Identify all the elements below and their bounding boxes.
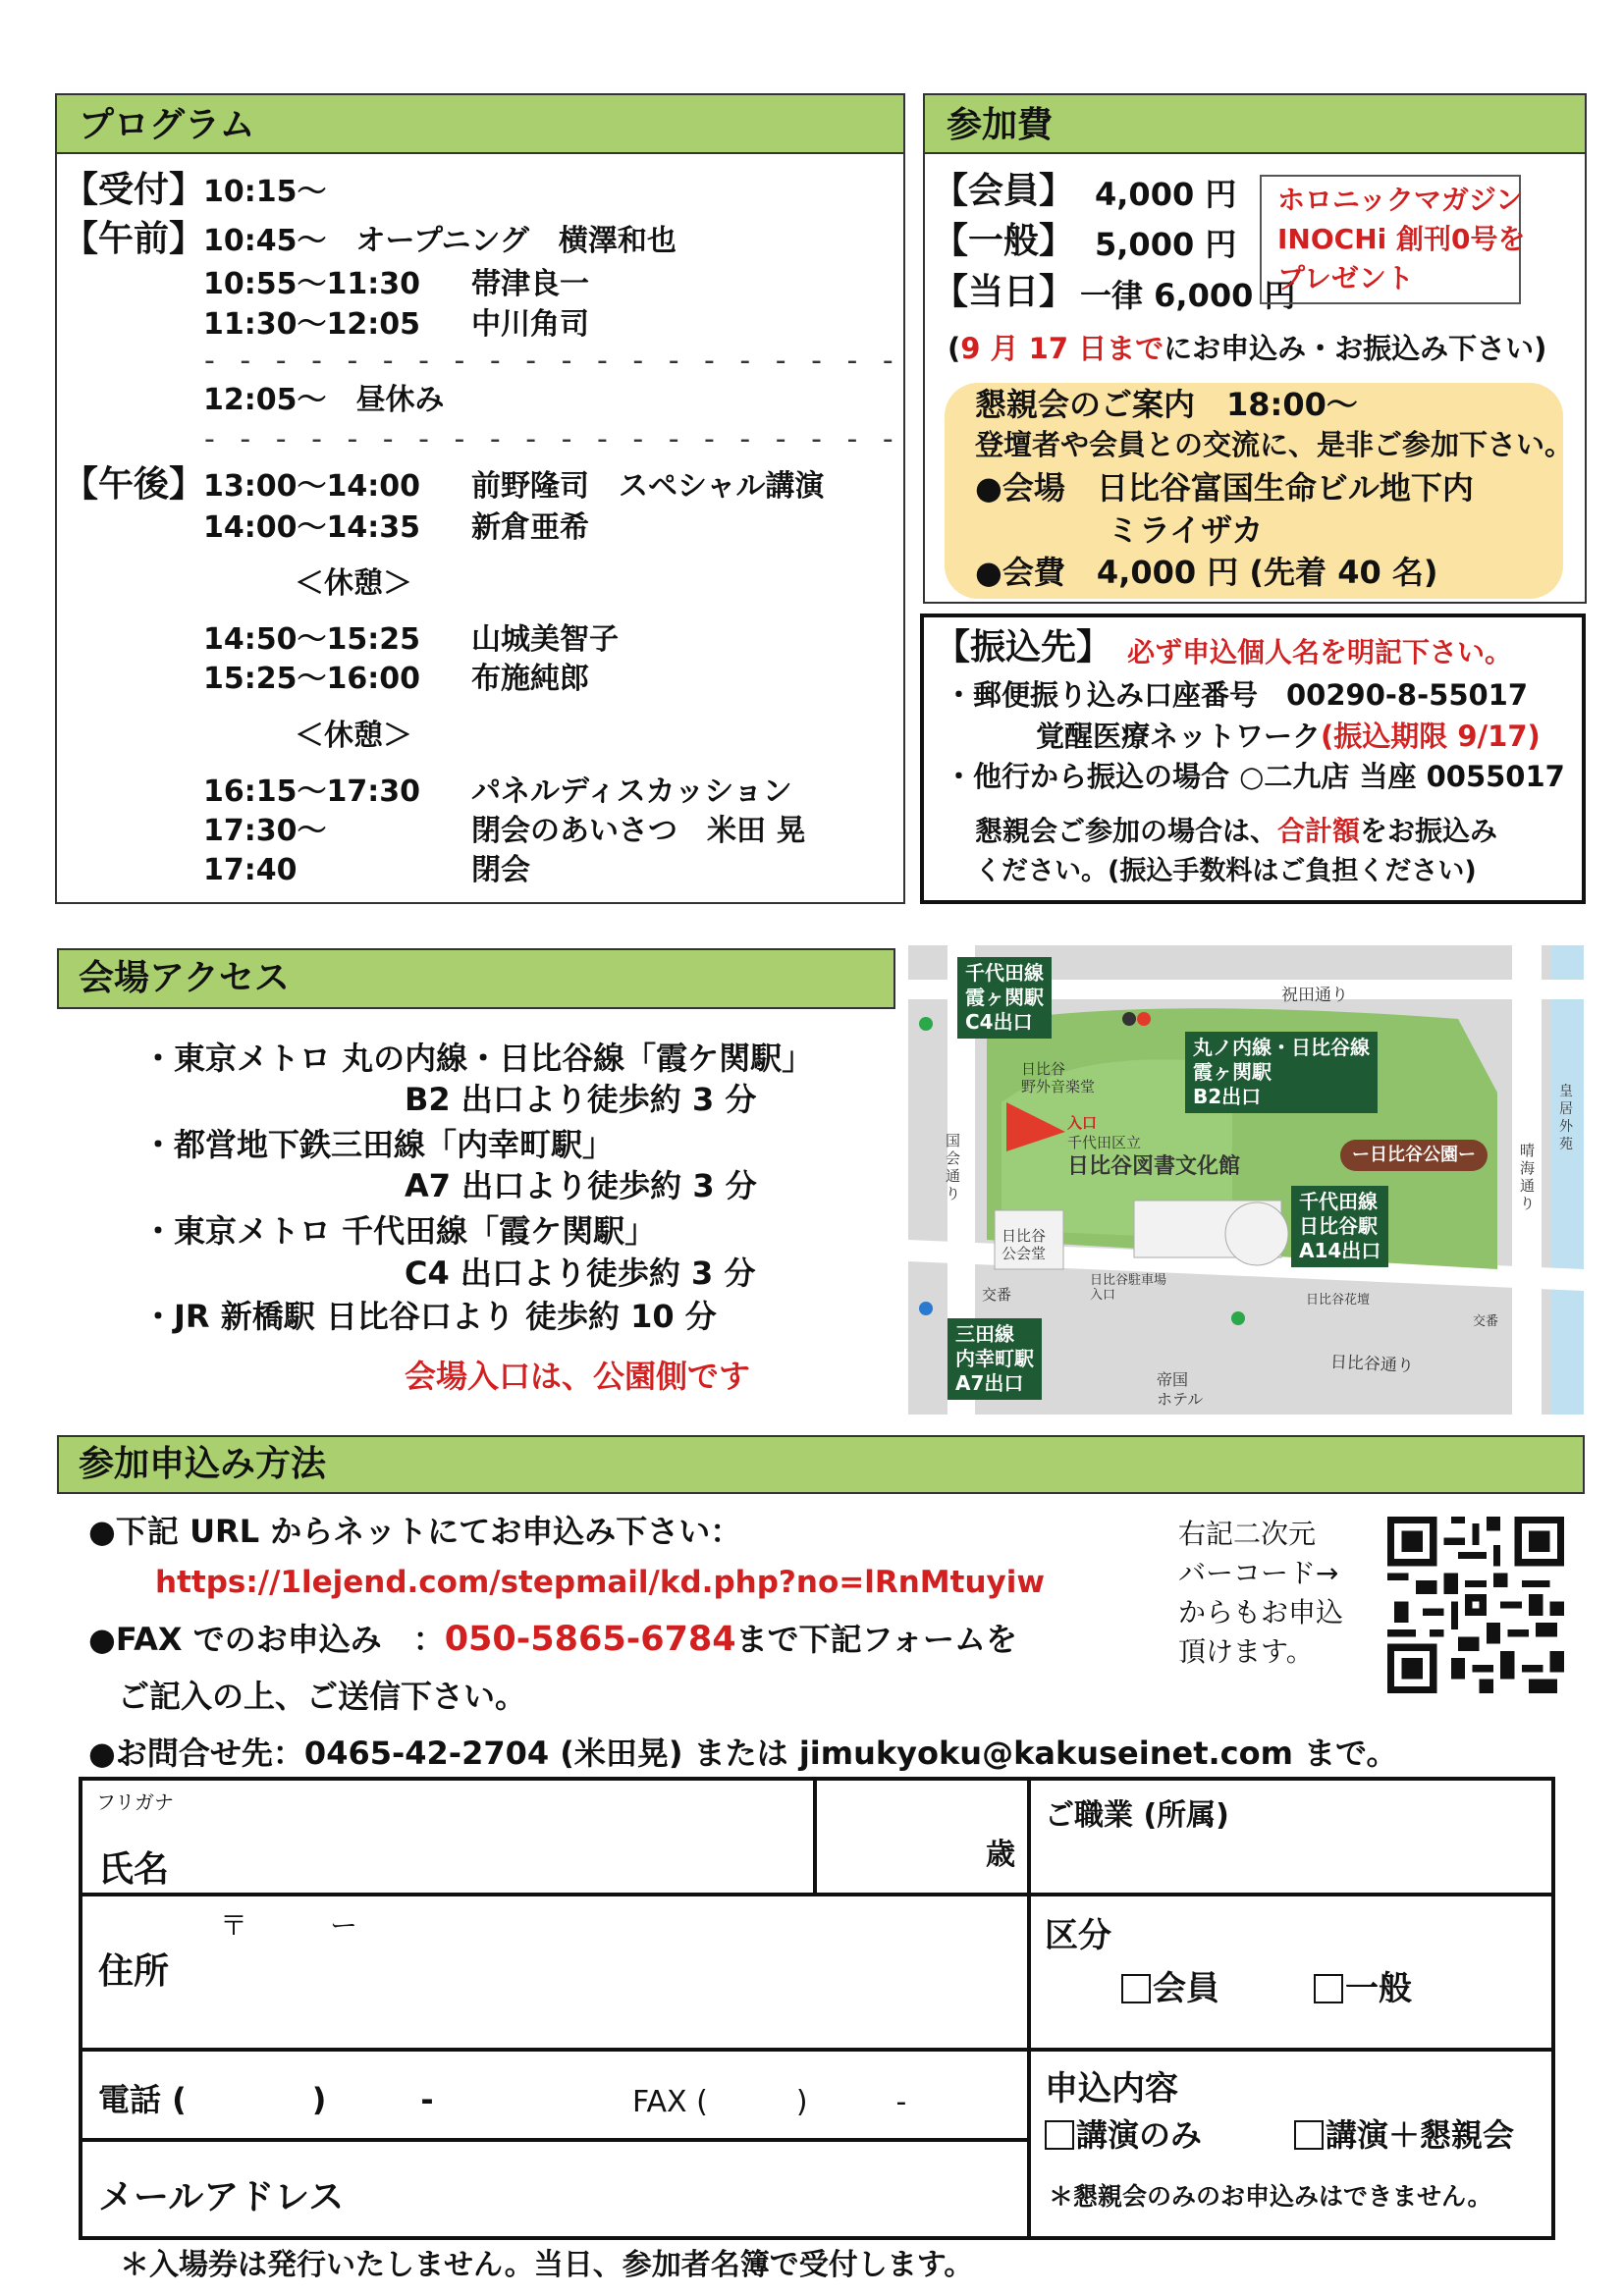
member-fee-label: 【会員】: [933, 171, 1075, 211]
qr-note-2: バーコード→: [1178, 1557, 1339, 1589]
address-field[interactable]: [79, 1893, 1031, 2052]
general-checkbox[interactable]: [1314, 1974, 1343, 2003]
program-row-speaker: 閉会: [471, 853, 530, 887]
label-hibiya-dori: 日比谷通り: [1329, 1352, 1415, 1377]
program-divider: - - - - - - - - - - - - - - - - - - - -: [204, 344, 901, 378]
promo-line-2: INOCHi 創刊0号を: [1277, 223, 1526, 255]
apply-title: 参加申込み方法: [79, 1444, 327, 1484]
label-ongakudo-2: 野外音楽堂: [1021, 1078, 1096, 1095]
program-row-time: 14:00～14:35: [203, 510, 420, 545]
member-checkbox[interactable]: [1121, 1974, 1151, 2003]
sign-a14: 千代田線 日比谷駅 A14出口: [1291, 1186, 1388, 1267]
qr-code-icon[interactable]: [1387, 1517, 1564, 1693]
apply-url[interactable]: https://1lejend.com/stepmail/kd.php?no=lRnMtuyiw: [155, 1565, 1046, 1600]
party-venue: ●会場 日比谷富国生命ビル地下内: [975, 469, 1474, 507]
program-row-time: 10:15～: [203, 175, 327, 209]
party-transfer-note: 懇親会ご参加の場合は、合計額をお振込み: [975, 815, 1498, 847]
program-row-speaker: 新倉亜希: [471, 510, 589, 545]
program-row-time: 14:50～15:25: [203, 622, 420, 657]
other-bank-account: ・他行から振込の場合 ○二九店 当座 0055017: [945, 760, 1565, 793]
qr-note-3: からもお申込: [1178, 1596, 1344, 1629]
program-row-time: ＜休憩＞: [295, 719, 412, 753]
promo-line-3: プレゼント: [1277, 262, 1414, 294]
transfer-note: 必ず申込個人名を明記下さい。: [1127, 636, 1513, 668]
label-kokyo-gaien: 皇居外苑: [1559, 1084, 1573, 1152]
program-row-time: ＜休憩＞: [295, 566, 412, 601]
account-holder: 覚醒医療ネットワーク(振込期限 9/17): [1036, 720, 1541, 753]
lecture-only-option[interactable]: 講演のみ: [1045, 2110, 1202, 2156]
transfer-title: 【振込先】: [935, 627, 1112, 667]
program-row-time: 11:30～12:05: [203, 307, 420, 342]
label-harumi-dori: 晴海通り: [1520, 1142, 1536, 1212]
program-row-speaker: 中川角司: [471, 307, 589, 342]
name-field[interactable]: [79, 1777, 817, 1896]
transfer-deadline: (振込期限 9/17): [1321, 720, 1541, 753]
label-ward: 千代田区立: [1067, 1134, 1142, 1151]
label-parking-1: 日比谷駐車場: [1090, 1273, 1167, 1288]
program-row-time: 13:00～14:00: [203, 469, 420, 504]
program-row-speaker: 布施純郎: [471, 662, 589, 696]
email-label: メールアドレス: [98, 2177, 345, 2217]
program-row-time: 15:25～16:00: [203, 662, 420, 696]
general-fee: 5,000 円: [1095, 226, 1237, 263]
party-venue-name: ミライザカ: [1108, 511, 1264, 549]
occupation-label: ご職業 (所属): [1045, 1798, 1229, 1833]
apply-net-instruction: ●下記 URL からネットにてお申込み下さい：: [88, 1513, 742, 1550]
label-kokkai-dori: 国会通り: [946, 1132, 961, 1202]
venue-map: [908, 945, 1584, 1415]
payment-deadline-date: 9 月 17 日まで: [960, 332, 1164, 365]
access-line-7: ・JR 新橋駅 日比谷口より 徒歩約 10 分: [142, 1298, 717, 1335]
program-row-time: 16:15～17:30: [203, 774, 420, 809]
access-line-5: ・東京メトロ 千代田線「霞ケ関駅」: [142, 1212, 657, 1250]
label-kokaido-2: 公会堂: [1001, 1245, 1047, 1262]
label-parking-2: 入口: [1090, 1288, 1116, 1303]
program-divider: - - - - - - - - - - - - - - - - - - - -: [204, 422, 901, 456]
program-row-time: 17:30～: [203, 814, 327, 848]
label-park: ー日比谷公園ー: [1340, 1140, 1488, 1171]
program-row-time: 12:05～ 昼休み: [203, 383, 445, 417]
program-row-speaker: パネルディスカッション: [471, 774, 792, 809]
category-member-option[interactable]: 会員: [1121, 1961, 1219, 2009]
category-field: [1027, 1893, 1555, 2052]
label-hotel-2: ホテル: [1157, 1390, 1204, 1409]
entrance-note: 会場入口は、公園側です: [405, 1358, 751, 1395]
apply-fax-line: ●FAX でのお申込み ：050-5865-6784まで下記フォームを: [88, 1620, 1018, 1659]
program-row-speaker: 帯津良一: [471, 267, 589, 301]
label-kadan: 日比谷花壇: [1306, 1293, 1371, 1308]
party-title: 懇親会のご案内 18:00～: [975, 386, 1358, 423]
furigana-label: フリガナ: [96, 1790, 174, 1814]
program-row-time: 10:45～ オープニング 横澤和也: [203, 224, 677, 258]
program-title: プログラム: [57, 95, 903, 154]
fax-label: FAX ( ) -: [632, 2085, 907, 2119]
category-general-option[interactable]: 一般: [1314, 1961, 1412, 2009]
application-content-field: [1027, 2048, 1555, 2240]
label-koban-2: 交番: [1473, 1314, 1499, 1329]
access-line-1: ・東京メトロ 丸の内線・日比谷線「霞ケ関駅」: [142, 1040, 814, 1077]
lecture-party-checkbox[interactable]: [1294, 2120, 1324, 2150]
label-library: 日比谷図書文化館: [1067, 1154, 1241, 1179]
program-row-speaker: 山城美智子: [471, 622, 619, 657]
label-entrance: 入口: [1067, 1114, 1098, 1132]
label-iwai-dori: 祝田通り: [1281, 986, 1348, 1005]
access-line-6: C4 出口より徒歩約 3 分: [405, 1255, 756, 1292]
name-label: 氏名: [98, 1849, 170, 1890]
address-label: 住所: [98, 1951, 170, 1992]
payment-deadline: (9 月 17 日までにお申込み・お振込み下さい): [947, 332, 1547, 365]
party-description: 登壇者や会員との交流に、是非ご参加下さい。: [975, 428, 1574, 461]
program-row-time: 17:40: [203, 853, 298, 887]
promo-box: [1260, 175, 1526, 304]
program-row-time: 10:55～11:30: [203, 267, 420, 301]
qr-note-4: 頂けます。: [1178, 1635, 1314, 1668]
access-line-2: B2 出口より徒歩約 3 分: [405, 1081, 757, 1118]
sign-b2: 丸ノ内線・日比谷線 霞ヶ関駅 B2出口: [1185, 1032, 1378, 1113]
age-label: 歳: [986, 1838, 1015, 1872]
promo-line-1: ホロニックマガジン: [1277, 184, 1524, 216]
access-line-4: A7 出口より徒歩約 3 分: [405, 1167, 757, 1204]
party-only-note: ＊懇親会のみのお申込みはできません。: [1049, 2182, 1492, 2211]
qr-note-1: 右記二次元: [1178, 1518, 1317, 1550]
postal-account: ・郵便振り込み口座番号 00290-8-55017: [945, 678, 1529, 712]
access-line-3: ・都営地下鉄三田線「内幸町駅」: [142, 1126, 615, 1163]
label-koban-1: 交番: [982, 1286, 1012, 1304]
program-row-speaker: 閉会のあいさつ 米田 晃: [471, 814, 806, 848]
sign-c4: 千代田線 霞ヶ関駅 C4出口: [957, 957, 1052, 1039]
apply-fax-line-2: ご記入の上、ご送信下さい。: [118, 1678, 527, 1715]
total-amount-emphasis: 合計額: [1277, 815, 1361, 847]
lecture-party-option[interactable]: 講演＋懇親会: [1294, 2110, 1514, 2156]
occupation-field[interactable]: [1027, 1777, 1555, 1896]
category-label: 区分: [1045, 1916, 1111, 1955]
email-field[interactable]: [79, 2138, 1031, 2240]
apply-header-box: [57, 1435, 1585, 1494]
sign-a7: 三田線 内幸町駅 A7出口: [947, 1318, 1042, 1400]
phone-fax-field[interactable]: [79, 2048, 1031, 2142]
contact-info: ●お問合せ先：0465-42-2704 (米田晃) または jimukyoku@kakuseinet.com まで。: [88, 1735, 1398, 1772]
general-fee-label: 【一般】: [933, 221, 1075, 261]
age-field[interactable]: [813, 1777, 1031, 1896]
fax-number: 050-5865-6784: [444, 1620, 736, 1659]
lecture-only-checkbox[interactable]: [1045, 2120, 1074, 2150]
party-fee: ●会費 4,000 円 (先着 40 名): [975, 554, 1438, 591]
access-header-box: [57, 948, 895, 1009]
footer-note: ＊入場券は発行いたしません。当日、参加者名簿で受付します。: [120, 2248, 974, 2282]
phone-label: 電話 ( ) -: [98, 2081, 434, 2118]
dayof-fee-label: 【当日】: [933, 272, 1075, 312]
transfer-fee-note: ください。(振込手数料はご負担ください): [975, 856, 1477, 886]
program-row-tag: 【午前】: [63, 219, 205, 259]
member-fee: 4,000 円: [1095, 176, 1237, 213]
label-ongakudo-1: 日比谷: [1021, 1060, 1066, 1078]
program-row-tag: 【午後】: [63, 464, 205, 505]
program-row-speaker: 前野隆司 スペシャル講演: [471, 469, 825, 504]
program-row-tag: 【受付】: [63, 170, 205, 210]
access-title: 会場アクセス: [79, 958, 290, 998]
postal-code-label: 〒 ー: [220, 1909, 358, 1942]
label-kokaido-1: 日比谷: [1001, 1227, 1047, 1245]
application-content-label: 申込内容: [1045, 2069, 1178, 2109]
fees-title: 参加費: [925, 95, 1585, 154]
label-hotel-1: 帝国: [1157, 1370, 1189, 1389]
dayof-fee: 一律 6,000 円: [1080, 277, 1296, 314]
